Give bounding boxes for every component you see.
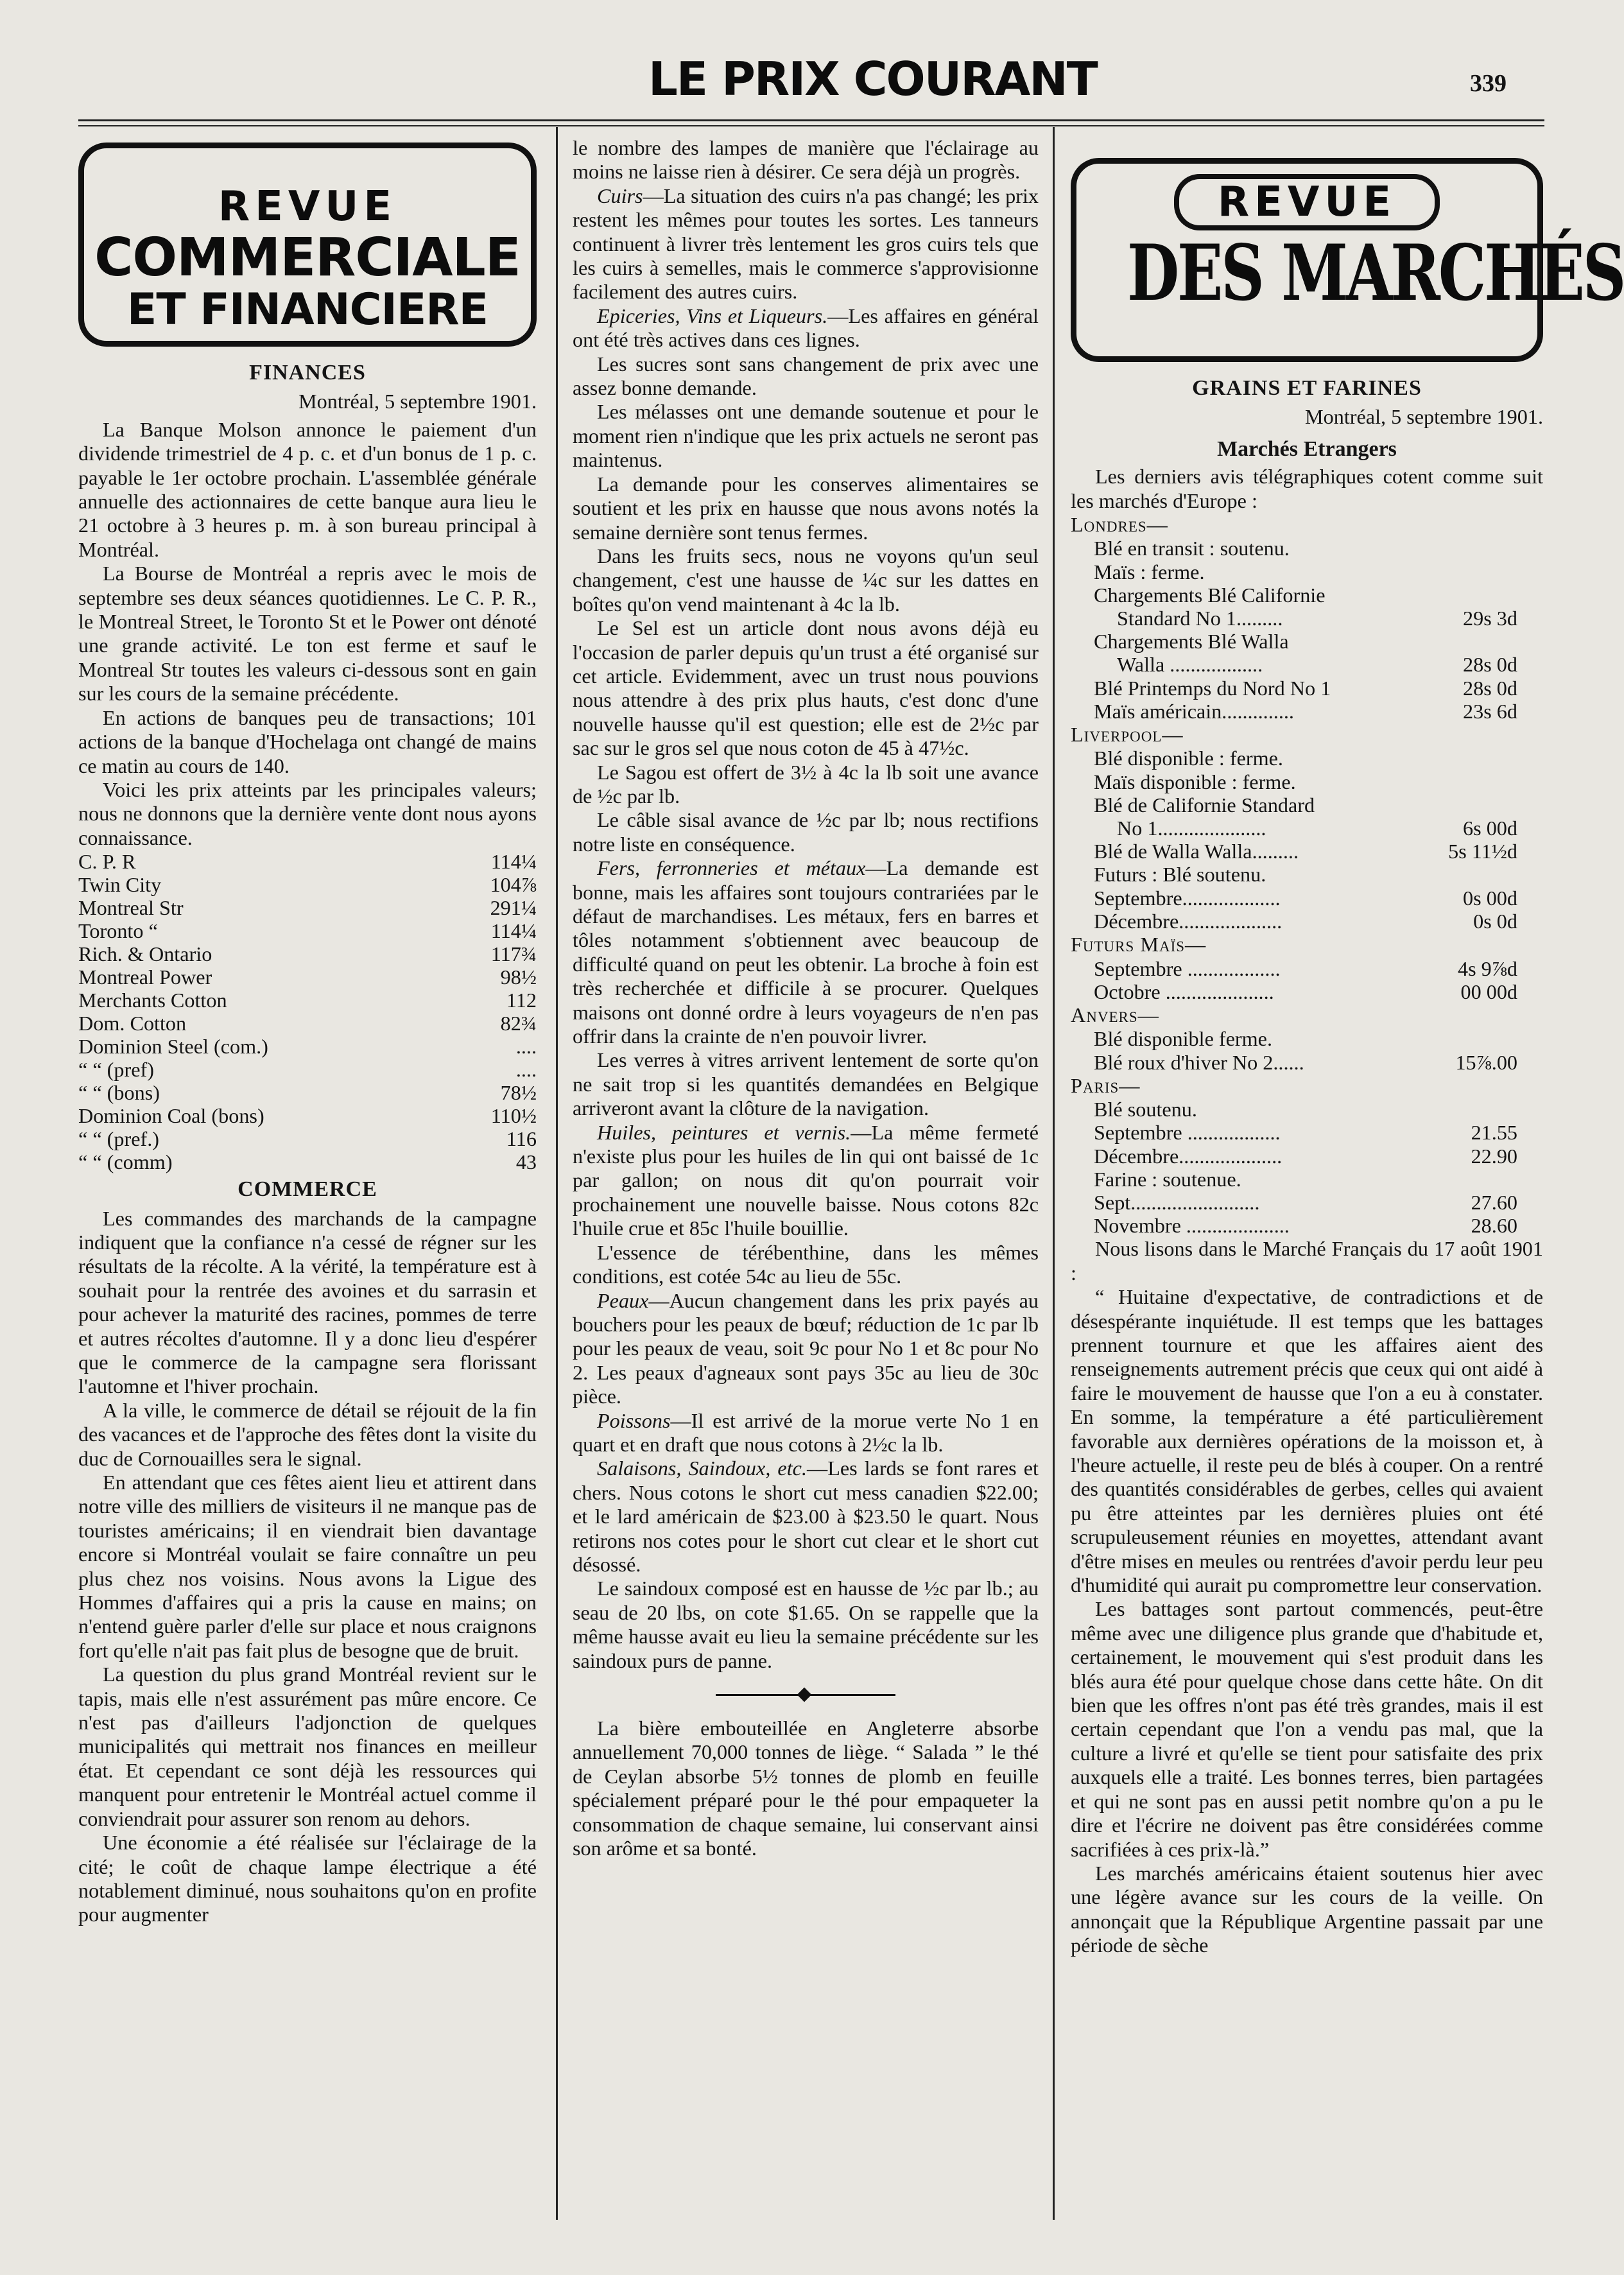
market-row (1071, 677, 1543, 700)
market-paragraph: Les sucres sont sans changement de prix avec une assez bonne demande. (573, 352, 1039, 400)
section-lead: Poissons (597, 1408, 671, 1432)
market-value: 6s 00d (1463, 817, 1517, 840)
market-value: 27.60 (1471, 1190, 1517, 1214)
market-label: Chargements Blé Californie (1094, 583, 1326, 607)
section-lead: Fers, ferronneries et métaux (597, 856, 866, 880)
box-line-2: COMMERCIALE (94, 227, 521, 288)
anvers-heading: Anvers— (1071, 1003, 1159, 1026)
commerce-paragraph: La question du plus grand Montréal revient sur le tapis, mais elle n'est assurément pas mûre encore. Ce n'est pas d'ailleurs l'adjonction de quelques municipalités qui mettrait nos finances en meilleur état. Et cependant ce sont déjà les ressources qui manquent pour entretenir le Montréal actuel comme il conviendrait pour assurer son renom au dehors. (78, 1663, 537, 1830)
market-label: Septembre .................. (1094, 1121, 1281, 1145)
market-paragraph: Le saindoux composé est en hausse de ½c par lb.; au seau de 20 lbs, on cote $1.65. On se rappelle que la même hausse avait eu lieu la semaine précédente sur les saindoux purs de panne. (573, 1577, 1039, 1672)
market-value (1421, 630, 1543, 653)
market-row (1071, 700, 1543, 723)
masthead-logo: LE PRIX COURANT (648, 52, 1097, 106)
section-lead: Huiles, peintures et vernis. (597, 1120, 851, 1144)
stock-value: 114¼ (490, 919, 537, 943)
market-label: Septembre................... (1094, 886, 1281, 910)
market-paragraph: Peaux—Aucun changement dans les prix payés au bouchers pour les peaux de bœuf; réduction de 1c par lb pour les peaux de veau, soit 9c pour No 1 et 8c pour No 2. Les peaux d'agneaux sont pays 35c au lieu de 30c pièce. (573, 1288, 1039, 1408)
stock-value: .... (515, 1058, 537, 1082)
market-row (1071, 887, 1543, 910)
page-number: 339 (1470, 70, 1507, 97)
market-value: 22.90 (1471, 1144, 1517, 1168)
market-label: Blé de Californie Standard (1094, 793, 1315, 817)
market-paragraph: Les mélasses ont une demande soutenue et pour le moment rien n'indique que les prix actuels ne seront pas maintenus. (573, 400, 1039, 472)
box-line-1: REVUE (218, 183, 397, 230)
market-row (1071, 980, 1543, 1003)
commerce-paragraph: A la ville, le commerce de détail se réjouit de la fin des vacances et de l'approche des fêtes dont la visite du duc de Cornouailles sera le signal. (78, 1398, 537, 1470)
market-paragraph: Poissons—Il est arrivé de la morue verte No 1 en quart et en draft que nous cotons à 2½c la lb. (573, 1408, 1039, 1456)
stock-value: 82¾ (500, 1012, 537, 1035)
market-label: Octobre ..................... (1094, 980, 1274, 1003)
stock-row (78, 873, 537, 896)
market-value: 21.55 (1471, 1121, 1517, 1145)
market-label: Blé en transit : soutenu. (1094, 537, 1290, 560)
right-column (1071, 143, 1624, 1958)
stock-value: 110½ (490, 1104, 537, 1128)
finances-paragraph: La Bourse de Montréal a repris avec le mois de septembre ses deux séances quotidiennes. Le C. P. R., le Montreal Street, le Toronto St et le Power ont dénoté une grande activité. Le ton est ferme et sauf le Montreal Str toutes les valeurs ci-dessous sont en gain sur les cours de la semaine précédente. (78, 562, 537, 705)
box-line-2: DES MARCHÉS (1127, 228, 1624, 318)
market-value: 28s 0d (1463, 676, 1517, 700)
market-row (1071, 817, 1543, 840)
market-label: Futurs : Blé soutenu. (1094, 863, 1266, 887)
article-paragraph: “ Huitaine d'expectative, de contradictions et de désespérante inquiétude. Il est temps que les battages prennent tournure et que les affaires aient des renseignements autrement précis que ceux qui ont aidé à faire le mouvement de hausse que l'on a eu à constater. En somme, la température a été particulièrement favorable aux dernières opérations de la moisson et, à l'heure actuelle, il reste peu de blés à couper. On a rentré des quantités considérables de gerbes, celles qui avaient pu être atteintes par les dernières pluies ont été scrupuleusement réunies en moyettes, attendant avant d'être mises en meules ou rentrées d'avoir perdu leur peu d'humidité qui aurait pu compromettre leur conservation. (1071, 1285, 1543, 1597)
market-value (1421, 793, 1543, 817)
stock-row (78, 919, 537, 942)
london-heading: Londres— (1071, 513, 1168, 537)
article-paragraph: Nous lisons dans le Marché Français du 17 août 1901 : (1071, 1237, 1543, 1285)
market-paragraph: le nombre des lampes de manière que l'éclairage au moins ne laisse rien à désirer. Ce sera déjà un progrès. (573, 136, 1039, 184)
futurs-market-table (1071, 957, 1543, 1003)
stock-row (78, 1081, 537, 1104)
market-value (1421, 1098, 1543, 1121)
liverpool-market-table (1071, 747, 1543, 933)
market-row (1071, 1145, 1543, 1168)
grains-date: Montréal, 5 septembre 1901. (1305, 405, 1543, 429)
stock-value: 117¾ (490, 942, 537, 966)
market-row (1071, 1051, 1543, 1074)
finances-paragraph: En actions de banques peu de transactions; 101 actions de la banque d'Hochelaga ont changé de mains ce matin au cours de 140. (78, 705, 537, 777)
stock-row (78, 1012, 537, 1035)
market-label: Maïs disponible : ferme. (1094, 770, 1296, 793)
stock-value: 116 (506, 1127, 537, 1151)
stock-value: .... (515, 1035, 537, 1059)
london-market-table (1071, 537, 1543, 723)
stock-name: “ “ (comm) (78, 1150, 173, 1174)
market-value: 29s 3d (1463, 607, 1517, 630)
market-label: Farine : soutenue. (1094, 1167, 1241, 1191)
finances-paragraph: Voici les prix atteints par les principales valeurs; nous ne donnons que la dernière vente dont nous ayons connaissance. (78, 777, 537, 849)
stock-row (78, 965, 537, 989)
futurs-mais-heading: Futurs Maïs— (1071, 933, 1207, 956)
market-label: No 1..................... (1117, 817, 1266, 840)
market-paragraph: L'essence de térébenthine, dans les mêmes conditions, est cotée 54c au lieu de 55c. (573, 1240, 1039, 1288)
market-value (1421, 747, 1543, 770)
finances-paragraph: La Banque Molson annonce le paiement d'un dividende trimestriel de 4 p. c. et d'un bonus de 1 p. c. payable le 1er octobre prochain. L'assemblée générale annuelle des actionnaires de cette banque aura lieu le 21 octobre à 3 heures p. m. à son bureau principal à Montréal. (78, 417, 537, 561)
stock-value: 78½ (500, 1081, 537, 1105)
box-line-3: ET FINANCIERE (126, 284, 488, 335)
market-value: 28.60 (1471, 1214, 1517, 1238)
commerce-paragraph: En attendant que ces fêtes aient lieu et attirent dans notre ville des milliers de visiteurs il ne manque pas de touristes américains; il en viendrait bien davantage encore si Montréal voulait se faire connaître un peu plus chez nos voisins. Nous avons la Ligue des Hommes d'affaires qui a pris la cause en mains; on n'entend guère parler d'elle sur place et nous craignons fort qu'elle n'ait pas fait plus de besogne que de bruit. (78, 1471, 537, 1662)
stock-name: “ “ (pref.) (78, 1127, 159, 1151)
grains-heading: GRAINS ET FARINES (1192, 376, 1422, 400)
market-row (1071, 584, 1543, 607)
stock-value: 291¼ (490, 896, 537, 920)
market-label: Blé roux d'hiver No 2...... (1094, 1050, 1304, 1074)
commerce-paragraph: Les commandes des marchands de la campagne indiquent que la confiance n'a cessé de régner sur les résultats de la récolte. A la vérité, la température est à souhait pour la rentrée des avoines et du sarrasin et pour achever la maturité des racines, pommes de terre et autres récoltes d'automne. Il y a donc lieu d'espérer que le commerce de la campagne sera florissant l'automne et l'hiver prochain. (78, 1206, 537, 1398)
market-row (1071, 770, 1543, 793)
market-value: 00 00d (1460, 980, 1517, 1003)
market-paragraph: Fers, ferronneries et métaux—La demande est bonne, mais les affaires sont toujours contrariées par le défaut de marchandises. Les métaux, fers en barres et tôles notamment s'obtiennent avec beaucoup de difficulté quand on peut les obtenir. La broche à foin est très recherchée et difficile à se procurer. Quelques maisons ont donné ordre à leurs voyageurs de n'en pas offrir dans la crainte de n'en pouvoir livrer. (573, 856, 1039, 1048)
stock-value: 112 (506, 989, 537, 1012)
market-value: 0s 0d (1473, 909, 1517, 933)
market-value: 28s 0d (1463, 653, 1517, 677)
market-value (1421, 770, 1543, 793)
market-value: 4s 9⅞d (1458, 956, 1517, 980)
market-label: Sept......................... (1094, 1190, 1260, 1214)
stock-row (78, 1150, 537, 1173)
column-divider-right (1053, 127, 1055, 2220)
market-label: Décembre.................... (1094, 909, 1283, 933)
stock-name: Dominion Steel (com.) (78, 1035, 268, 1059)
commerce-paragraph: Une économie a été réalisée sur l'éclairage de la cité; le coût de chaque lampe électrique a été notablement diminué, nous souhaitons qu'on en profite pour augmenter (78, 1831, 537, 1926)
article-paragraph: Les battages sont partout commencés, peut-être même avec une diligence plus grande que d'habitude et, certainement, le mouvement qui s'est produit dans les blés aura été pour quelque chose dans cette hâte. On dit bien que les offres n'ont pas été très grandes, mais il est certain cependant que l'on a vendu pas mal, que la culture a livré et qu'elle se tient pour satisfaite des prix auxquels elle a traité. Les bonnes terres, bien partagées et qui ne sont pas en aussi petit nombre qu'on a pu le dire et l'écrire ne doivent pas être considérées comme sacrifiées à ces prix-là.” (1071, 1597, 1543, 1861)
header-rule (78, 119, 1544, 126)
market-paragraph: Cuirs—La situation des cuirs n'a pas changé; les prix restent les mêmes pour toutes les sortes. Les tanneurs continuent à livrer très lentement les gros cuirs tels que les cuirs à semelles, mais le commerce s'approvisionne facilement des autres cuirs. (573, 184, 1039, 304)
market-label: Walla .................. (1117, 653, 1263, 677)
anvers-market-table (1071, 1027, 1543, 1073)
stock-value: 114¼ (490, 850, 537, 874)
market-label: Blé Printemps du Nord No 1 (1094, 676, 1331, 700)
market-row (1071, 560, 1543, 584)
market-label: Maïs : ferme. (1094, 560, 1205, 584)
market-value: 5s 11½d (1448, 840, 1517, 863)
section-lead: Cuirs (597, 184, 643, 207)
market-label: Blé de Walla Walla......... (1094, 840, 1299, 863)
revue-commerciale-box (78, 143, 537, 347)
stock-row (78, 1058, 537, 1081)
market-row (1071, 1121, 1543, 1144)
stock-prices-table (78, 850, 537, 1173)
market-label: Septembre .................. (1094, 956, 1281, 980)
paris-heading: Paris— (1071, 1073, 1141, 1097)
market-row (1071, 1027, 1543, 1050)
stock-name: “ “ (bons) (78, 1081, 160, 1105)
stock-name: Rich. & Ontario (78, 942, 212, 966)
section-lead: Salaisons, Saindoux, etc. (597, 1457, 807, 1480)
stock-row (78, 1104, 537, 1127)
market-row (1071, 910, 1543, 933)
market-row (1071, 1098, 1543, 1121)
revue-des-marches-box (1071, 158, 1624, 362)
market-paragraph: Epiceries, Vins et Liqueurs.—Les affaires en général ont été très actives dans ces lignes. (573, 304, 1039, 352)
article-paragraph: Les marchés américains étaient soutenus hier avec une légère avance sur les cours de la veille. On annonçait que la République Argentine passait par une période de sèche (1071, 1861, 1543, 1957)
market-paragraph: Dans les fruits secs, nous ne voyons qu'un seul changement, c'est une hausse de ¼c sur les dattes en boîtes qu'on vend maintenant à 4c la lb. (573, 544, 1039, 616)
marches-etrangers-heading: Marchés Etrangers (1217, 437, 1397, 461)
market-row (1071, 747, 1543, 770)
column-divider-left (556, 127, 558, 2220)
market-value (1421, 863, 1543, 886)
finances-date: Montréal, 5 septembre 1901. (298, 390, 537, 413)
stock-row (78, 942, 537, 965)
stock-name: Dom. Cotton (78, 1012, 187, 1035)
market-label: Chargements Blé Walla (1094, 630, 1289, 653)
market-paragraph: Le câble sisal avance de ½c par lb; nous rectifions notre liste en conséquence. (573, 808, 1039, 856)
market-value: 0s 00d (1463, 886, 1517, 910)
market-value: 23s 6d (1463, 699, 1517, 723)
market-value (1421, 1027, 1543, 1050)
section-lead: Peaux (597, 1288, 649, 1312)
intro-paragraph: Les derniers avis télégraphiques cotent comme suit les marchés d'Europe : (1071, 465, 1543, 512)
market-row (1071, 607, 1543, 630)
market-row (1071, 793, 1543, 817)
market-row (1071, 630, 1543, 653)
paris-market-table (1071, 1098, 1543, 1237)
market-row (1071, 840, 1543, 863)
stock-name: Montreal Power (78, 965, 212, 989)
market-paragraph: Le Sel est un article dont nous avons déjà eu l'occasion de parler depuis qu'un trust a été organisé sur cet article. Evidemment, avec un trust nous pouvions nous attendre à des prix plus hauts, c'est donc d'une nouvelle hausse qu'il est question; elle est de 2½c par sac sur le gros sel que nous coton de 45 à 47½c. (573, 616, 1039, 760)
market-label: Standard No 1......... (1117, 607, 1283, 630)
stock-row (78, 1035, 537, 1058)
market-value (1421, 537, 1543, 560)
middle-column (573, 136, 1039, 1860)
stock-name: Toronto “ (78, 919, 158, 943)
market-row (1071, 1214, 1543, 1237)
stock-row (78, 850, 537, 873)
commerce-heading: COMMERCE (238, 1177, 377, 1202)
liverpool-heading: Liverpool— (1071, 723, 1184, 747)
market-row (1071, 957, 1543, 980)
market-value: 15⅞.00 (1455, 1050, 1517, 1074)
stock-name: “ “ (pref) (78, 1058, 154, 1082)
stock-value: 43 (515, 1150, 537, 1174)
market-value (1421, 584, 1543, 607)
market-label: Blé disponible : ferme. (1094, 747, 1283, 770)
stock-name: C. P. R (78, 850, 136, 874)
market-paragraph: Huiles, peintures et vernis.—La même fermeté n'existe plus pour les huiles de lin qui ont baissé de 1c par gallon; on nous dit qu'on pourrait voir prochainement une nouvelle baisse. Nous cotons 82c l'huile crue et 85c l'huile bouillie. (573, 1120, 1039, 1240)
stock-name: Twin City (78, 873, 162, 897)
market-label: Blé disponible ferme. (1094, 1027, 1272, 1051)
market-paragraph: Salaisons, Saindoux, etc.—Les lards se font rares et chers. Nous cotons le short cut mess canadien $22.00; et le lard américain de $23.00 à $23.50 le quart. Nous retirons nos cotes pour le short cut clear et le short cut désossé. (573, 1457, 1039, 1576)
stock-row (78, 896, 537, 919)
market-label: Novembre .................... (1094, 1214, 1290, 1238)
stock-value: 104⅞ (490, 873, 537, 897)
market-paragraph: La bière embouteillée en Angleterre absorbe annuellement 70,000 tonnes de liège. “ Salada ” le thé de Ceylan absorbe 5½ tonnes de plomb en feuille spécialement préparé pour le thé pour empaqueter la consommation de chaque semaine, lui conservant ainsi son arôme et sa bonté. (573, 1717, 1039, 1860)
market-label: Blé soutenu. (1094, 1098, 1197, 1121)
box-line-1: REVUE (1174, 174, 1440, 230)
left-column (78, 143, 537, 1927)
market-row (1071, 1191, 1543, 1214)
stock-name: Merchants Cotton (78, 989, 227, 1012)
stock-row (78, 1127, 537, 1150)
ornament-divider (716, 1690, 895, 1700)
stock-name: Montreal Str (78, 896, 184, 920)
market-label: Maïs américain.............. (1094, 699, 1294, 723)
market-row (1071, 653, 1543, 676)
market-paragraph: Les verres à vitres arrivent lentement de sorte qu'on ne sait trop si les quantités demandées en Belgique arriveront avant la clôture de la navigation. (573, 1048, 1039, 1120)
finances-heading: FINANCES (249, 361, 366, 385)
market-paragraph: La demande pour les conserves alimentaires se soutient et les prix en hausse que nous avons notés la semaine dernière sont tenus fermes. (573, 472, 1039, 544)
stock-row (78, 989, 537, 1012)
market-label: Décembre.................... (1094, 1144, 1283, 1168)
market-paragraph: Le Sagou est offert de 3½ à 4c la lb soit une avance de ½c par lb. (573, 760, 1039, 808)
market-row (1071, 1168, 1543, 1191)
stock-value: 98½ (500, 965, 537, 989)
market-value (1421, 1168, 1543, 1191)
market-row (1071, 863, 1543, 886)
market-value (1421, 560, 1543, 584)
market-row (1071, 537, 1543, 560)
stock-name: Dominion Coal (bons) (78, 1104, 264, 1128)
section-lead: Epiceries, Vins et Liqueurs. (597, 304, 828, 327)
